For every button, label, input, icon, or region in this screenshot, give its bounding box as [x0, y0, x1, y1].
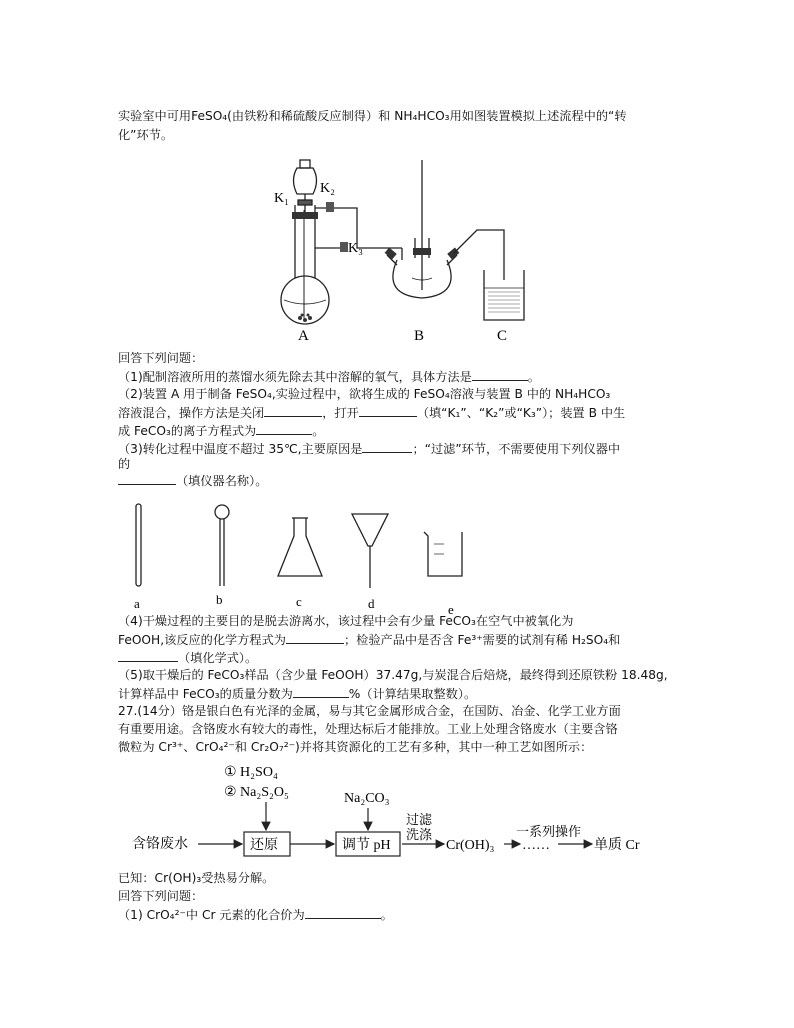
question-27-line-1: 27.(14分）铬是银白色有光泽的金属，易与其它金属形成合金，在国防、冶金、化学工业方面: [118, 704, 621, 718]
flask-a: [281, 205, 329, 324]
box-adjust-ph-label: 调节 pH: [342, 838, 391, 853]
intro-line-2: 化”环节。: [118, 128, 174, 142]
reagent-3: Na₂CO₃: [344, 791, 390, 806]
instrument-d-funnel: [352, 514, 388, 588]
question-1: （1)配制溶液所用的蒸馏水须先除去其中溶解的氧气，具体方法是 。: [118, 370, 540, 384]
dots: ……: [522, 838, 550, 853]
question-header-2: 回答下列问题：: [118, 889, 204, 903]
question-3-line-1: （3)转化过程中温度不超过 35℃,主要原因是 ；“过滤”环节，不需要使用下列仪器中: [118, 442, 621, 456]
step-series-operations: 一系列操作: [516, 824, 582, 839]
intro-line-1: 实验室中可用FeSO₄(由铁粉和稀硫酸反应制得）和 NH₄HCO₃用如图装置模拟上述流程中的“转: [118, 109, 627, 123]
answer-blank[interactable]: [362, 440, 412, 453]
label-k1: K₁: [274, 191, 289, 206]
stopper-b: [413, 248, 431, 255]
instrument-b: [215, 505, 229, 586]
answer-blank[interactable]: [264, 404, 322, 417]
answer-blank[interactable]: [472, 368, 528, 381]
end-product-cr: 单质 Cr: [594, 838, 640, 853]
step-filter: 过滤: [406, 812, 433, 827]
label-k3: K₃: [348, 241, 363, 256]
separatory-funnel: [294, 160, 317, 212]
product-cr-oh-3: Cr(OH)₃: [446, 838, 495, 853]
instrument-a-glass-rod: [136, 504, 141, 586]
answer-blank[interactable]: [359, 404, 417, 417]
answer-blank[interactable]: [256, 422, 312, 435]
question-2-line-2: 溶液混合，操作方法是关闭 ，打开 （填“K₁”、“K₂”或“K₃”）；装置 B 中生: [118, 406, 626, 420]
question-5-line-1: （5)取干燥后的 FeCO₃样品（含少量 FeOOH）37.47g,与炭混合后焙烧，最终得到还原铁粉 18.48g,: [118, 668, 668, 682]
answer-blank[interactable]: [293, 685, 349, 698]
question-2-line-1: （2)装置 A 用于制备 FeSO₄,实验过程中，欲将生成的 FeSO₄溶液与装置 B 中的 NH₄HCO₃: [118, 387, 611, 401]
question-5-line-2: 计算样品中 FeCO₃的质量分数为 %（计算结果取整数）。: [118, 687, 477, 701]
label-instrument-a: a: [134, 596, 140, 611]
question-4-line-3: （填化学式）。: [118, 649, 257, 667]
answer-blank[interactable]: [118, 472, 176, 485]
label-b: B: [414, 328, 425, 344]
question-27-1: （1) CrO₄²⁻中 Cr 元素的化合价为 。: [118, 908, 393, 922]
valve-k2: [326, 202, 334, 212]
label-c: C: [497, 328, 508, 344]
question-2-line-3: 成 FeCO₃的离子方程式为 。: [118, 424, 325, 438]
label-instrument-b: b: [216, 592, 223, 607]
question-4-line-2: FeOOH,该反应的化学方程式为 ；检验产品中是否含 Fe³⁺需要的试剂有稀 H₂SO₄和: [118, 633, 621, 647]
start-waste-water: 含铬废水: [132, 837, 188, 852]
reagent-1: ① H₂SO₄: [224, 765, 278, 780]
question-27-line-3: 微粒为 Cr³⁺、CrO₄²⁻和 Cr₂O₇²⁻)并将其资源化的工艺有多种，其中一种工艺如图所示：: [118, 740, 593, 754]
question-4-line-1: （4)干燥过程的主要目的是脱去游离水，该过程中会有少量 FeCO₃在空气中被氧化为: [118, 614, 574, 628]
instrument-e-beaker: [424, 532, 462, 576]
instrument-c-conical-flask: [278, 518, 322, 576]
question-header: 回答下列问题：: [118, 351, 204, 365]
label-instrument-c: c: [296, 594, 302, 609]
process-flow-diagram: [118, 760, 678, 866]
question-3-line-3: （填仪器名称）。: [118, 472, 267, 490]
box-reduction-label: 还原: [250, 838, 278, 853]
reagent-2: ② Na₂S₂O₅: [224, 785, 289, 800]
label-a: A: [298, 328, 309, 344]
label-instrument-d: d: [368, 596, 375, 611]
apparatus-figure: [262, 150, 552, 345]
stopper-a: [292, 212, 318, 219]
flask-b: [387, 160, 457, 298]
question-27-line-2: 有重要用途。含铬废水有较大的毒性，处理达标后才能排放。工业上处理含铬废水（主要含铬: [118, 722, 618, 736]
answer-blank[interactable]: [305, 906, 381, 919]
outlet-tube: [454, 230, 504, 280]
instruments-figure: [118, 496, 478, 616]
answer-blank[interactable]: [286, 631, 344, 644]
label-k2: K₂: [320, 181, 335, 196]
solid-iron-powder: [298, 314, 312, 323]
known-note: 已知：Cr(OH)₃受热易分解。: [118, 871, 275, 885]
question-3-line-2: 的: [118, 457, 131, 471]
valve-k3: [340, 242, 348, 252]
step-wash: 洗涤: [406, 827, 433, 842]
answer-blank[interactable]: [118, 649, 178, 662]
label-instrument-e: e: [448, 602, 454, 616]
